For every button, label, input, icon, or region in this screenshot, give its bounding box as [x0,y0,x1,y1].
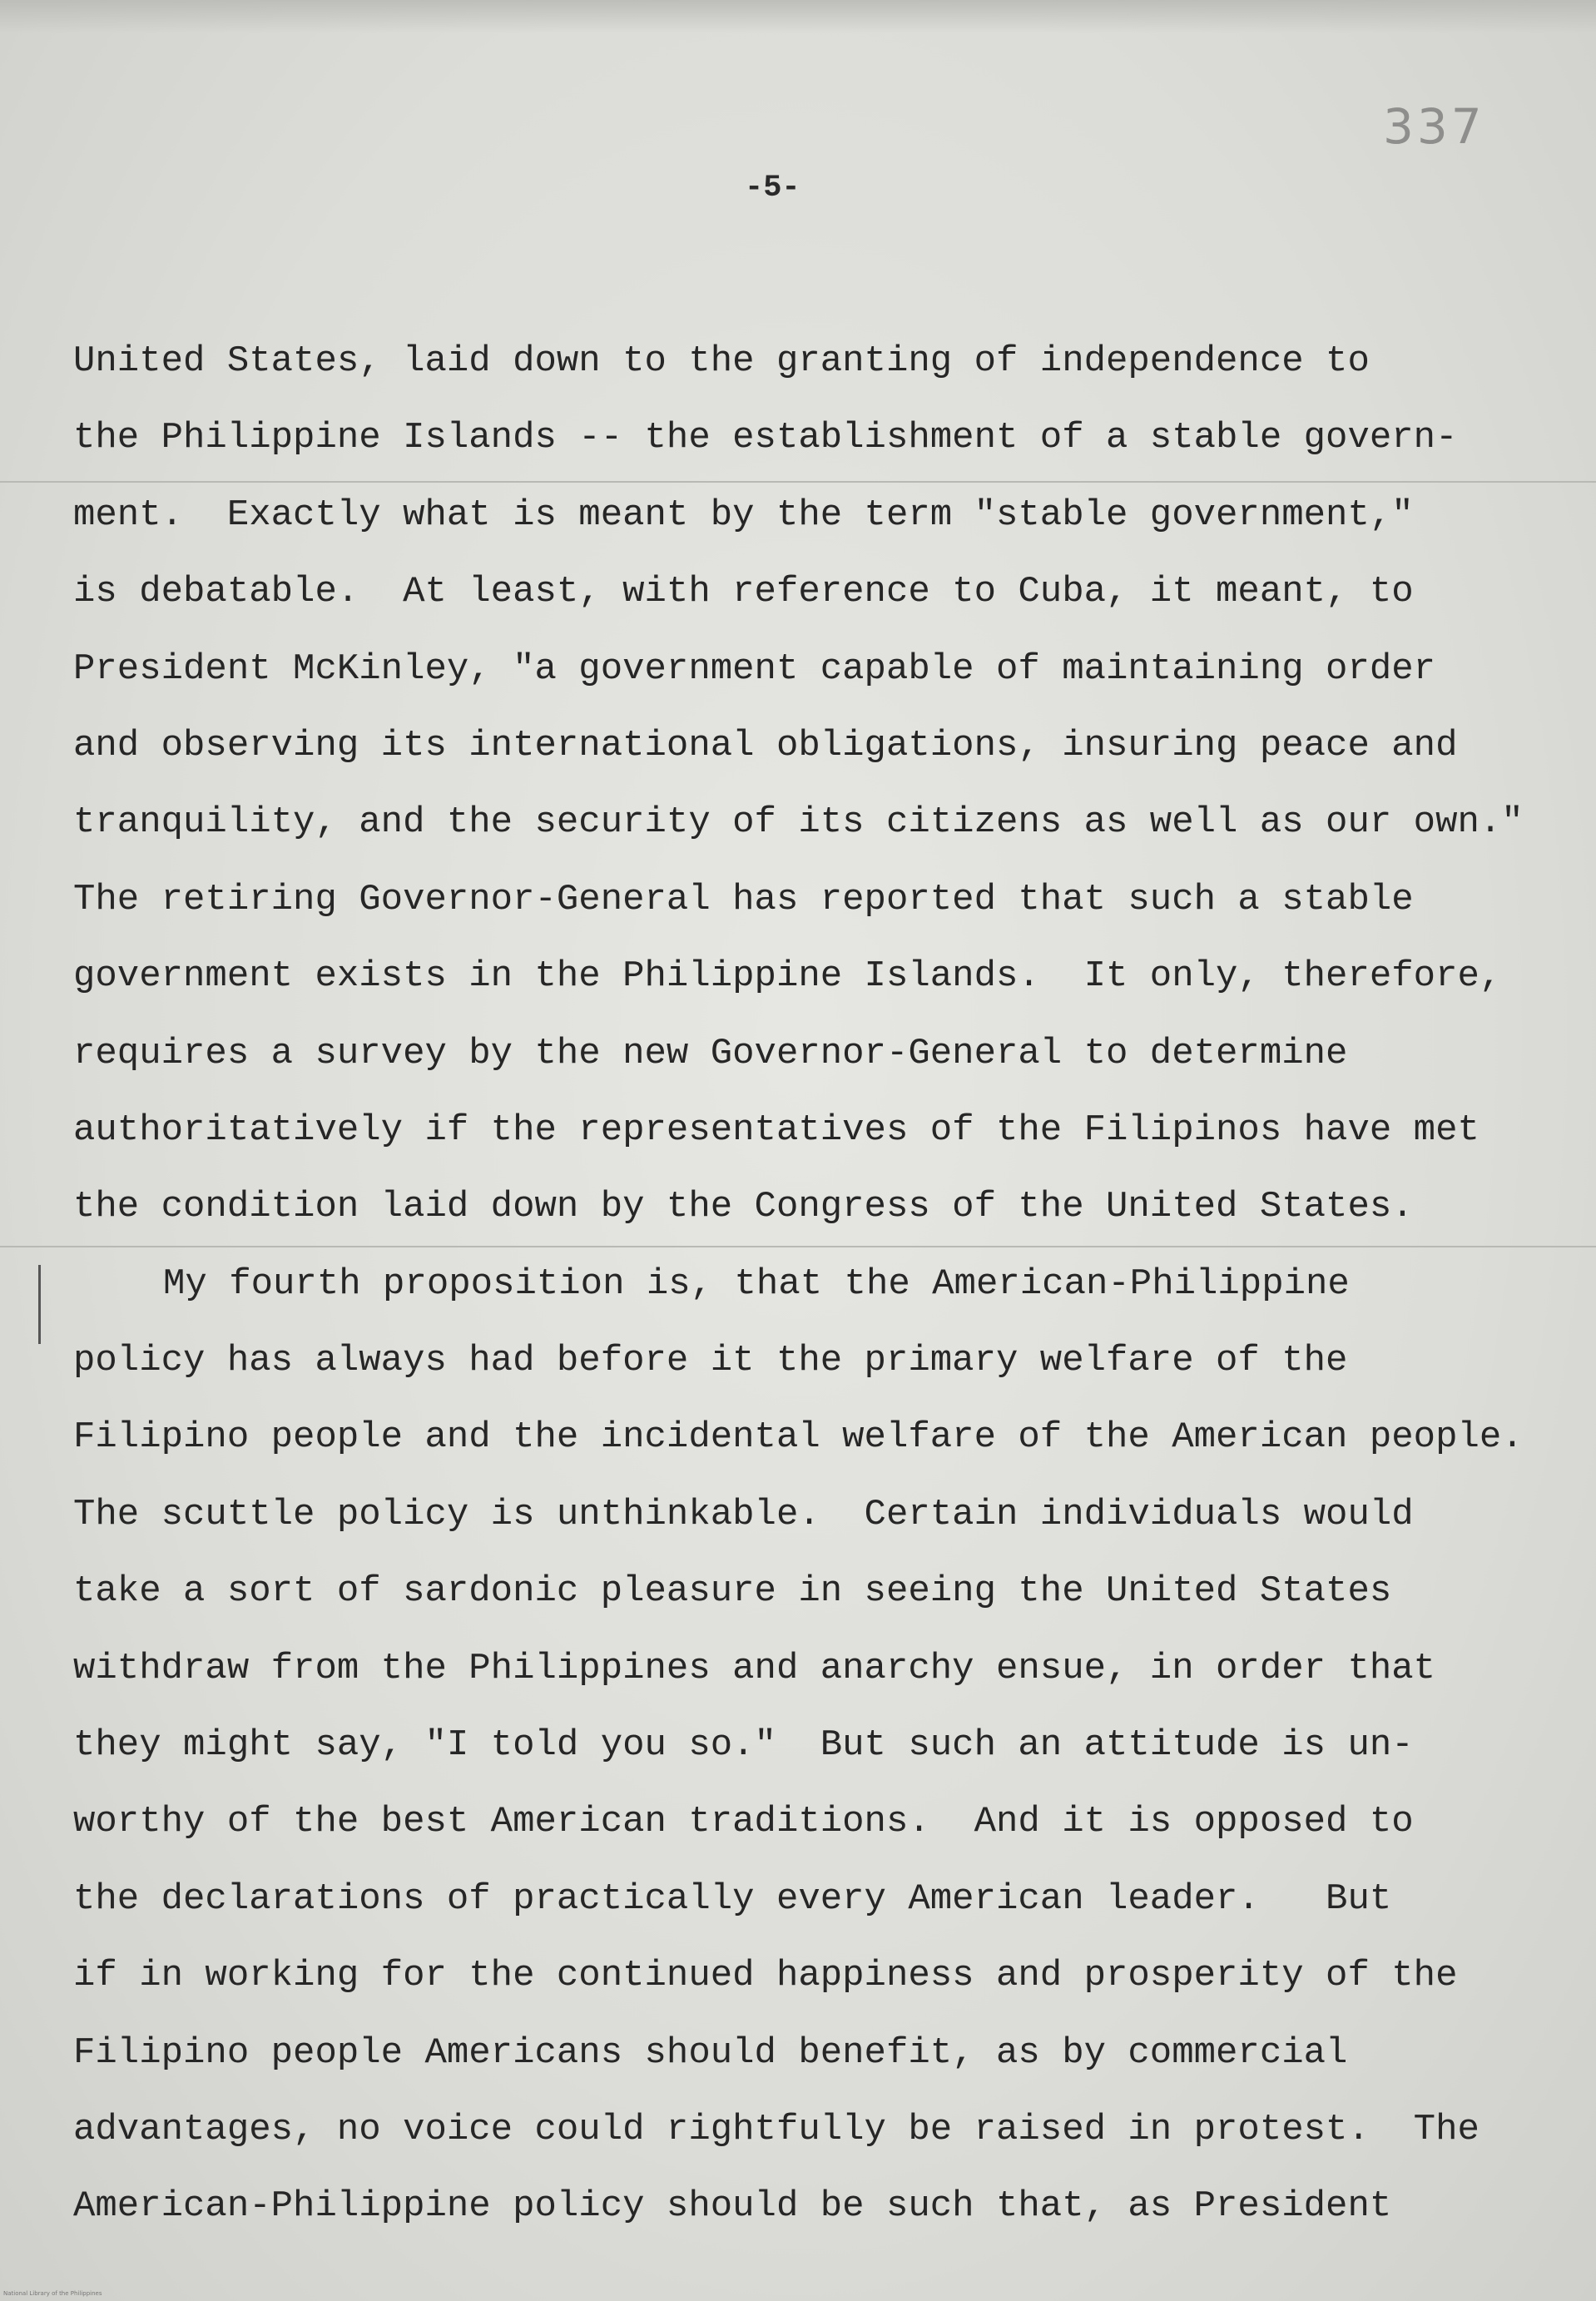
archive-caption: National Library of the Philippines [3,2290,102,2297]
text-line: Filipino people and the incidental welfare of the American people. [73,1416,1524,1459]
text-line: The retiring Governor-General has reported that such a stable [73,878,1414,920]
typewritten-body [73,323,1588,2245]
text-line: and observing its international obligations, insuring peace and [73,724,1458,766]
text-line: the condition laid down by the Congress of the United States. [73,1186,1414,1228]
page-number: -5- [745,171,800,206]
text-line: advantages, no voice could rightfully be raised in protest. The [73,2108,1480,2150]
text-line: is debatable. At least, with reference to Cuba, it meant, to [73,571,1414,613]
text-line: withdraw from the Philippines and anarchy ensue, in order that [73,1647,1436,1689]
scan-edge-shadow [0,0,1596,33]
text-line: the Philippine Islands -- the establishment of a stable govern- [73,417,1458,459]
text-line: President McKinley, "a government capable of maintaining order [73,647,1436,690]
text-line: if in working for the continued happiness and prosperity of the [73,1955,1458,1997]
text-line: United States, laid down to the granting of independence to [73,340,1370,382]
text-line: requires a survey by the new Governor-General to determine [73,1032,1348,1074]
text-line: take a sort of sardonic pleasure in seeing the United States [73,1570,1392,1613]
text-line: The scuttle policy is unthinkable. Certain individuals would [73,1493,1414,1535]
text-line: worthy of the best American traditions. And it is opposed to [73,1801,1414,1843]
text-line: Filipino people Americans should benefit, as by commercial [73,2031,1348,2074]
archive-stamp-number: 337 [1383,98,1485,155]
text-line: the declarations of practically every American leader. But [73,1877,1392,1920]
text-line: American-Philippine policy should be such that, as President [73,2185,1392,2228]
text-line: government exists in the Philippine Islands. It only, therefore, [73,955,1502,998]
text-line: authoritatively if the representatives of the Filipinos have met [73,1108,1480,1151]
paragraph-first-line: My fourth proposition is, that the American-Philippine [163,1262,1350,1305]
text-line: ment. Exactly what is meant by the term "stable government," [73,493,1414,536]
text-line: they might say, "I told you so." But such an attitude is un- [73,1724,1414,1767]
text-line: tranquility, and the security of its citizens as well as our own." [73,801,1524,844]
margin-pen-mark [38,1265,41,1344]
text-line: policy has always had before it the primary welfare of the [73,1340,1348,1382]
